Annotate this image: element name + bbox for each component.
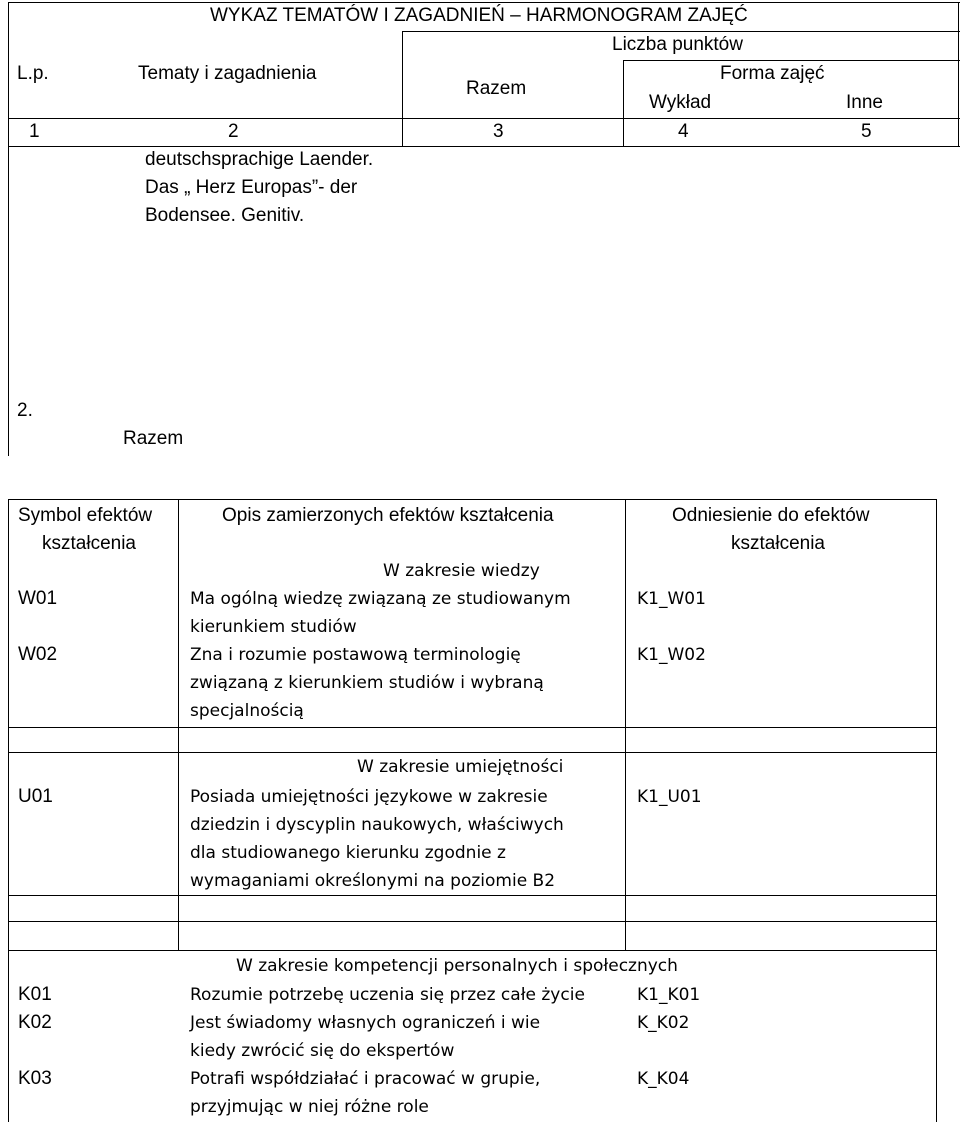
header-total: Razem	[466, 78, 527, 99]
description-line: Rozumie potrzebę uczenia się przez całe życie	[190, 985, 585, 1005]
col-number-4: 4	[678, 121, 689, 142]
header-topics: Tematy i zagadnienia	[138, 63, 317, 84]
outcome-symbol: U01	[18, 786, 53, 807]
outcome-description	[190, 1009, 540, 1065]
outcome-reference: K1_U01	[637, 787, 702, 807]
description-line: Ma ogólną wiedzę związaną ze studiowanym	[190, 589, 571, 609]
row-lp-2: 2.	[17, 400, 33, 421]
description-line: Potrafi współdziałać i pracować w grupie,	[190, 1069, 541, 1089]
description-line: kiedy zwrócić się do ekspertów	[190, 1041, 455, 1061]
outcome-reference: K_K02	[637, 1013, 690, 1033]
header-points: Liczba punktów	[612, 34, 743, 55]
topic-line: Das „ Herz Europas”- der	[145, 177, 358, 198]
section-competences: W zakresie kompetencji personalnych i społecznych	[236, 956, 678, 976]
outcome-reference: K1_K01	[637, 985, 701, 1005]
section-skills: W zakresie umiejętności	[357, 757, 564, 777]
reference-header-line1: Odniesienie do efektów	[672, 505, 870, 526]
topic-line: deutschsprachige Laender.	[145, 149, 374, 170]
outcome-reference: K1_W01	[637, 589, 706, 609]
symbol-header-line2: kształcenia	[42, 533, 136, 554]
outcome-description	[190, 641, 544, 725]
description-line: dla studiowanego kierunku zgodnie z	[190, 843, 506, 863]
outcome-symbol: K02	[18, 1012, 52, 1033]
description-line: przyjmując w niej różne role	[190, 1097, 429, 1117]
outcome-symbol: W01	[18, 588, 58, 609]
outcome-symbol: W02	[18, 644, 58, 665]
header-other: Inne	[846, 92, 883, 113]
topic-line: Bodensee. Genitiv.	[145, 205, 305, 226]
outcome-symbol: K01	[18, 984, 52, 1005]
header-form: Forma zajęć	[720, 63, 825, 84]
outcome-reference: K1_W02	[637, 645, 706, 665]
header-lp: L.p.	[17, 63, 49, 84]
description-line: dziedzin i dyscyplin naukowych, właściwych	[190, 815, 564, 835]
description-line: Zna i rozumie postawową terminologię	[190, 645, 521, 665]
col-number-1: 1	[29, 121, 40, 142]
header-lecture: Wykład	[649, 92, 712, 113]
symbol-header-line1: Symbol efektów	[18, 505, 153, 526]
reference-header-line2: kształcenia	[731, 533, 825, 554]
description-line: kierunkiem studiów	[190, 617, 357, 637]
description-line: specjalnością	[190, 701, 304, 721]
description-line: Jest świadomy własnych ograniczeń i wie	[190, 1013, 541, 1033]
col-number-2: 2	[228, 121, 239, 142]
sum-label: Razem	[123, 428, 184, 449]
section-knowledge: W zakresie wiedzy	[383, 561, 540, 581]
description-line: związaną z kierunkiem studiów i wybraną	[190, 673, 544, 693]
description-line: Posiada umiejętności językowe w zakresie	[190, 787, 548, 807]
description-header: Opis zamierzonych efektów kształcenia	[222, 505, 554, 526]
schedule-title: WYKAZ TEMATÓW I ZAGADNIEŃ – HARMONOGRAM ZAJĘĆ	[210, 5, 748, 26]
outcome-reference: K_K04	[637, 1069, 690, 1089]
outcome-description	[190, 783, 564, 895]
outcome-description	[190, 585, 571, 641]
col-number-5: 5	[861, 121, 872, 142]
description-line: wymaganiami określonymi na poziomie B2	[190, 871, 556, 891]
outcome-symbol: K03	[18, 1068, 52, 1089]
col-number-3: 3	[493, 121, 504, 142]
outcome-description	[190, 1065, 540, 1121]
